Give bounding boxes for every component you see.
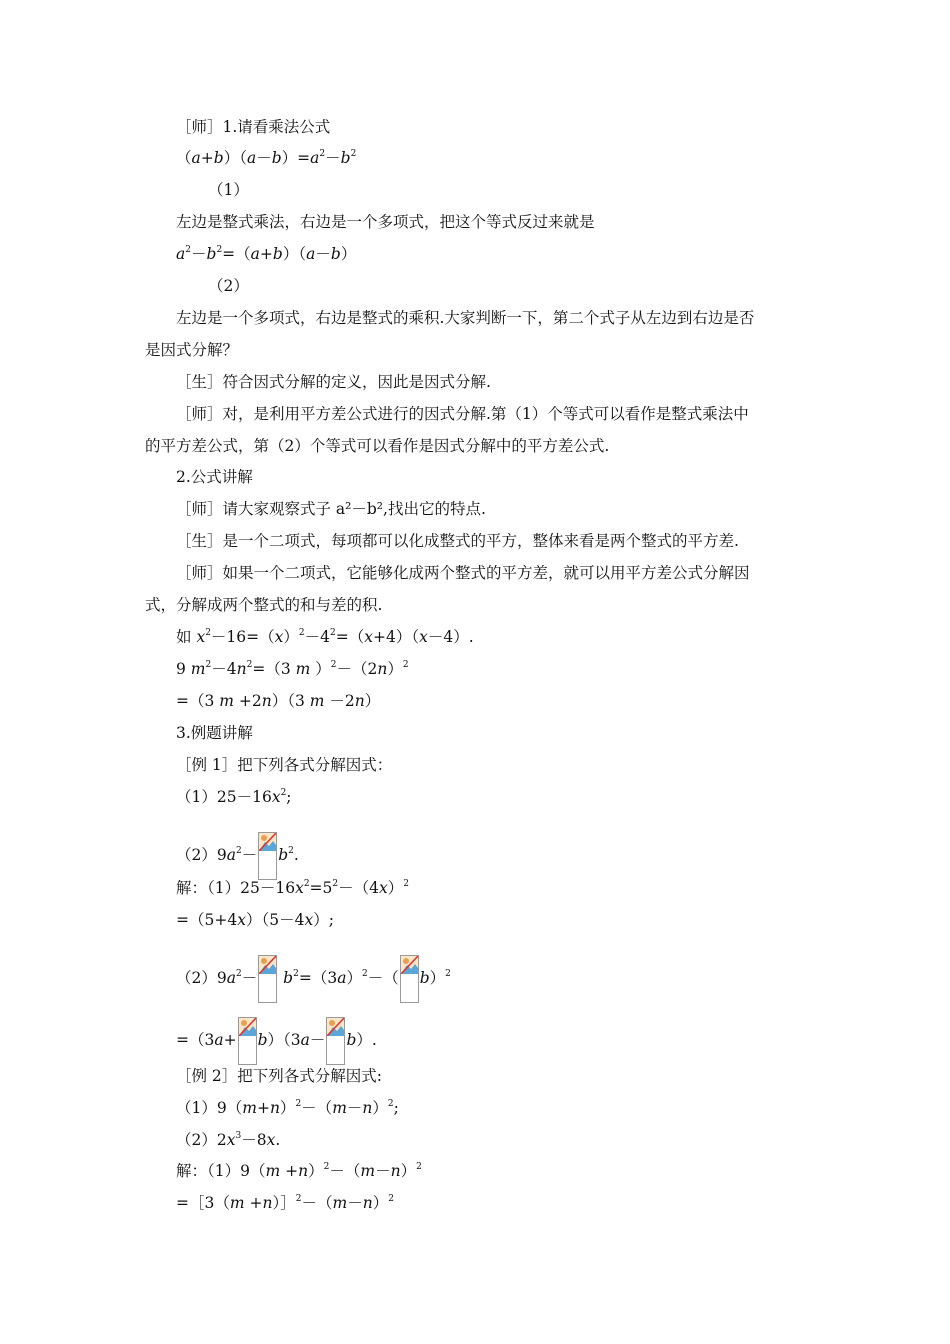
image-placeholder-icon	[400, 955, 419, 1003]
image-placeholder-icon	[326, 1017, 345, 1065]
text-line: ［生］是一个二项式，每项都可以化成整式的平方，整体来看是两个整式的平方差.	[176, 532, 739, 550]
text-line: ［师］对，是利用平方差公式进行的因式分解.第（1）个等式可以看作是整式乘法中	[176, 405, 749, 423]
formula-line: 9 $m^2-4n^2=(3$ m ）$^2-(2n)^2$	[176, 660, 409, 678]
text-line: ［师］请大家观察式子 a²－b²,找出它的特点.	[176, 500, 486, 518]
text-line: ［例 2］把下列各式分解因式:	[176, 1067, 383, 1085]
formula-line: =（3 m +2n）（3 m －2n）	[176, 692, 381, 710]
text-line: ［生］符合因式分解的定义，因此是因式分解.	[176, 373, 491, 391]
text-line: （2）	[208, 277, 249, 295]
formula-line: $a^2-b^2=(a+b)(a-b)$	[176, 245, 357, 263]
formula-line: $(1)9(m+n)^2-(m-n)^2$;	[176, 1099, 399, 1117]
formula-line: =（5+4x）（5－4x）;	[176, 911, 334, 929]
text-line: ［师］1.请看乘法公式	[176, 118, 331, 136]
formula-line: $(2)9a^2-$ $b^2=(3a)^2-$（ b）$^2$	[176, 955, 451, 1003]
image-placeholder-icon	[238, 1017, 257, 1065]
formula-line: =［3（m $+n)]^2-(m-n)^2$	[176, 1194, 394, 1212]
text-line: 是因式分解？	[145, 341, 239, 359]
image-placeholder-icon	[258, 832, 277, 880]
formula-line: $(a+b)(a-b)=a^2-b^2$	[176, 149, 357, 167]
text-line: 左边是整式乘法，右边是一个多项式，把这个等式反过来就是	[176, 213, 595, 231]
text-line: 的平方差公式，第（2）个等式可以看作是因式分解中的平方差公式.	[145, 437, 610, 455]
formula-line: 如 $x^2-16=(x)^2-4^2=(x+4)(x-4)$.	[176, 628, 474, 646]
text-line: 式，分解成两个整式的和与差的积.	[145, 596, 383, 614]
text-line: ［师］如果一个二项式，它能够化成两个整式的平方差，就可以用平方差公式分解因	[176, 564, 750, 582]
image-placeholder-icon	[258, 955, 277, 1003]
text-line: ［例 1］把下列各式分解因式：	[176, 756, 393, 774]
formula-line: $(1)25-16x^2$;	[176, 788, 292, 806]
formula-line: 解：$(1)9(m +n)^2-(m-n)^2$	[176, 1162, 422, 1180]
formula-line: 解：$(1)25-16x^2=5^2-(4x)^2$	[176, 879, 410, 897]
text-line: 3.例题讲解	[176, 724, 253, 742]
formula-line: =（3a+ b）（3a－ b）.	[176, 1017, 377, 1065]
text-line: 左边是一个多项式，右边是整式的乘积.大家判断一下，第二个式子从左边到右边是否	[176, 309, 755, 327]
formula-line: $(2)9a^2-$ $b^2$.	[176, 832, 299, 880]
text-line: （1）	[208, 181, 249, 199]
text-line: 2.公式讲解	[176, 468, 253, 486]
formula-line: $(2)2x^3-8x$.	[176, 1131, 281, 1149]
